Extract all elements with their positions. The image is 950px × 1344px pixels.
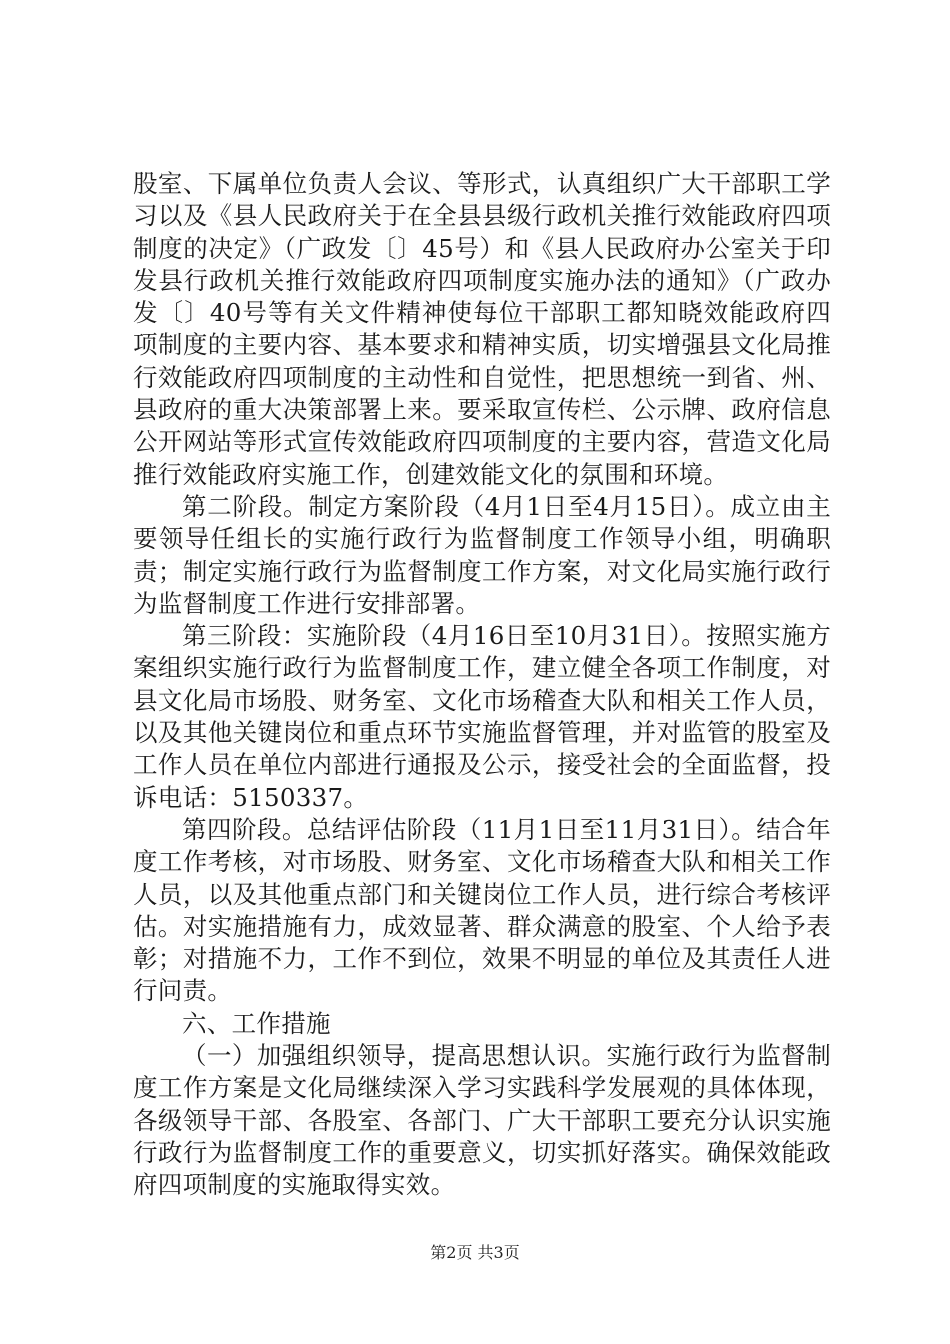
paragraph-measure-one: （一）加强组织领导，提高思想认识。实施行政行为监督制度工作方案是文化局继续深入学习实践科学发展观的具体体现，各级领导干部、各股室、各部门、广大干部职工要充分认识实施行政行为监督制度工作的重要意义，切实抓好落实。确保效能政府四项制度的实施取得实效。 — [133, 1041, 831, 1200]
page-number-footer: 第2页 共3页 — [430, 1243, 520, 1262]
paragraph-stage-two: 第二阶段。制定方案阶段（4月1日至4月15日）。成立由主要领导任组长的实施行政行为监督制度工作领导小组，明确职责；制定实施行政行为监督制度工作方案，对文化局实施行政行为监督制度工作进行安排部署。 — [133, 491, 831, 618]
document-body — [133, 168, 831, 1202]
paragraph-stage-three: 第三阶段：实施阶段（4月16日至10月31日）。按照实施方案组织实施行政行为监督制度工作，建立健全各项工作制度，对县文化局市场股、财务室、文化市场稽查大队和相关工作人员，以及其他关键岗位和重点环节实施监督管理，并对监管的股室及工作人员在单位内部进行通报及公示，接受社会的全面监督，投诉电话：5150337。 — [133, 621, 831, 812]
section-heading-work-measures: 六、工作措施 — [182, 1008, 331, 1038]
paragraph-intro-continuation: 股室、下属单位负责人会议、等形式，认真组织广大干部职工学习以及《县人民政府关于在全县县级行政机关推行效能政府四项制度的决定》（广政发〔〕45号）和《县人民政府办公室关于印发县行政机关推行效能政府四项制度实施办法的通知》（广政办发〔〕40号等有关文件精神使每位干部职工都知晓效能政府四项制度的主要内容、基本要求和精神实质，切实增强县文化局推行效能政府四项制度的主动性和自觉性，把思想统一到省、州、县政府的重大决策部署上来。要采取宣传栏、公示牌、政府信息公开网站等形式宣传效能政府四项制度的主要内容，营造文化局推行效能政府实施工作，创建效能文化的氛围和环境。 — [133, 169, 831, 489]
paragraph-stage-four: 第四阶段。总结评估阶段（11月1日至11月31日）。结合年度工作考核，对市场股、财务室、文化市场稽查大队和相关工作人员，以及其他重点部门和关键岗位工作人员，进行综合考核评估。对实施措施有力，成效显著、群众满意的股室、个人给予表彰；对措施不力，工作不到位，效果不明显的单位及其责任人进行问责。 — [133, 814, 831, 1006]
